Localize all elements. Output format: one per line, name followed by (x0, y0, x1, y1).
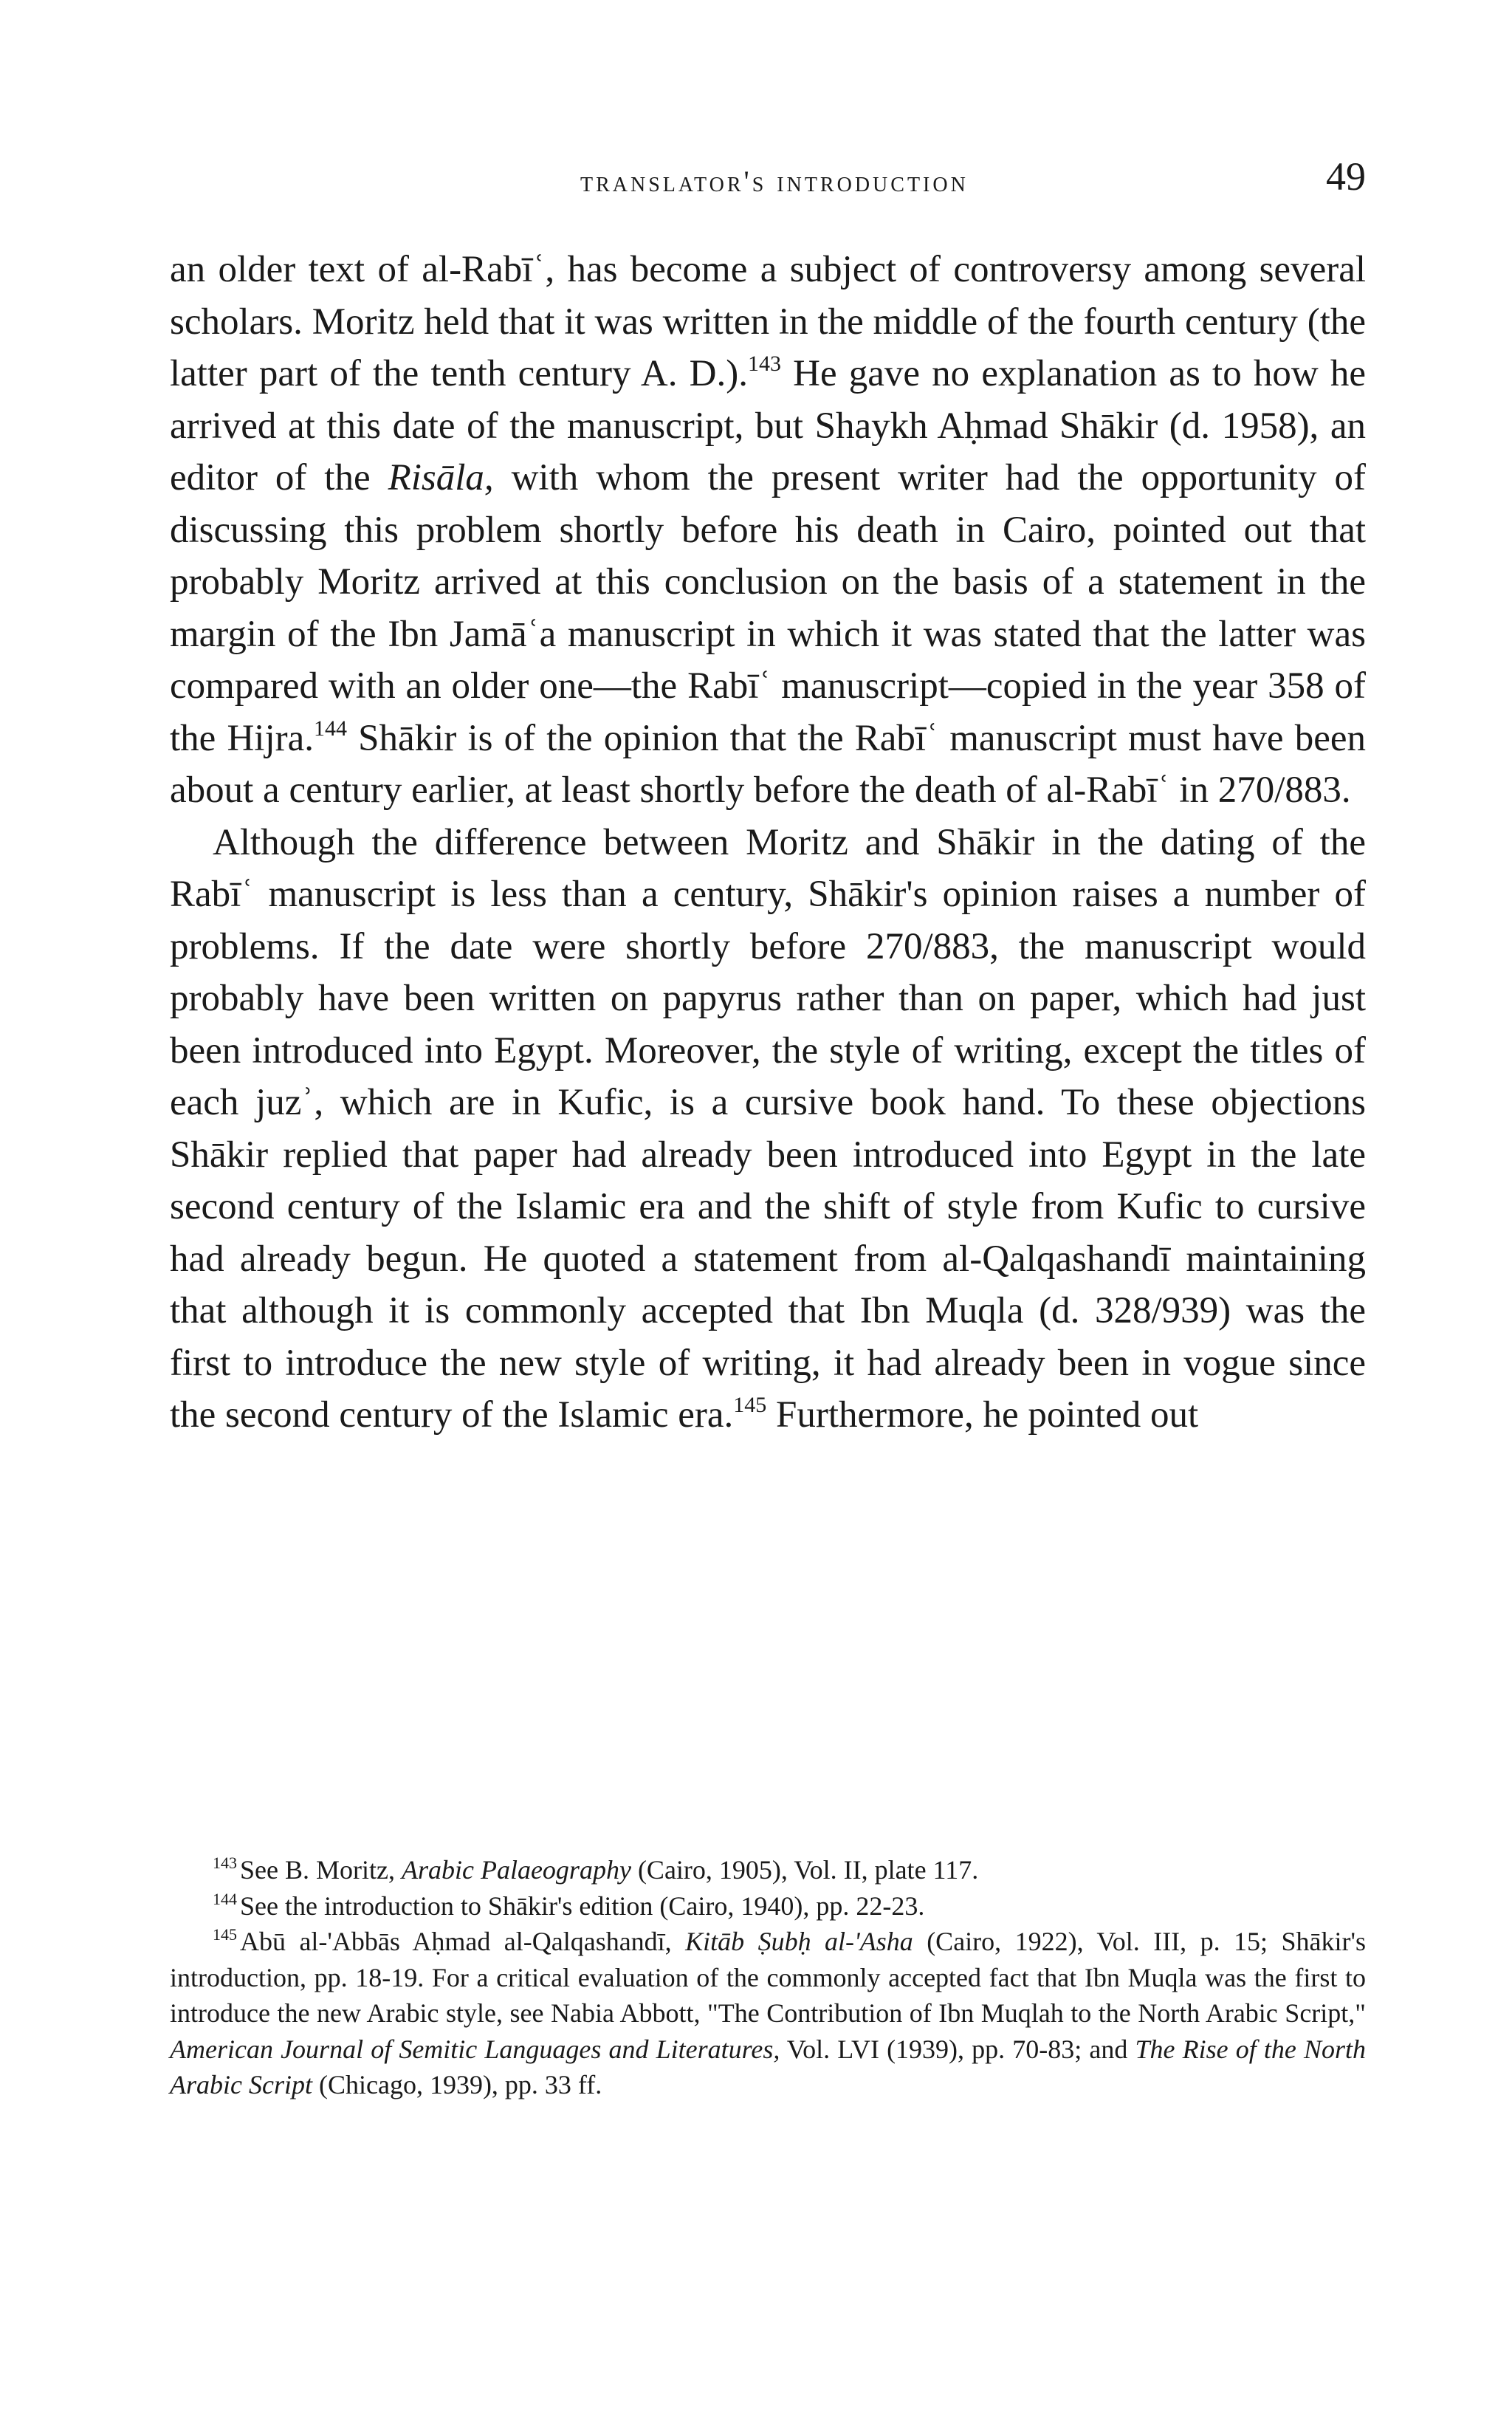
p2-text-a: Although the difference between Moritz and Shākir in the dating of the Rabīʿ manuscript is less than a century, Shākir's opinion raises a number of problems. If the date were shortly before 270/883, the manuscript would probably have been written on papyrus rather than on paper, which had just been introduced into Egypt. Moreover, the style of writing, except the titles of each juzʾ, which are in Kufic, is a cursive book hand. To these objections Shākir replied that paper had already been introduced into Egypt in the late second century of the Islamic era and the shift of style from Kufic to cursive had already begun. He quoted a statement from al-Qalqashandī maintaining that although it is commonly accepted that Ibn Muqla (d. 328/939) was the first to introduce the new style of writing, it had already been in vogue since the second century of the Islamic era. (170, 821, 1366, 1436)
running-title: translator's introduction (580, 165, 969, 198)
footnote-ref-143: 143 (747, 352, 781, 376)
footnote-text: (Chicago, 1939), pp. 33 ff. (312, 2070, 602, 2099)
paragraph-1 (170, 244, 1366, 817)
footnote-text: (Cairo, 1905), Vol. II, plate 117. (630, 1855, 979, 1885)
footnote-text: Abū al-'Abbās Aḥmad al-Qalqashandī, (240, 1927, 686, 1956)
footnote-143 (170, 1852, 1366, 1888)
footnote-145 (170, 1924, 1366, 2103)
footnote-text: See B. Moritz, (240, 1855, 402, 1885)
risala-title: Risāla, (388, 457, 494, 498)
footnote-number: 145 (213, 1925, 237, 1944)
p2-text-b: Furthermore, he pointed out (766, 1394, 1199, 1436)
footnotes (170, 1852, 1366, 2103)
cited-title: Arabic Palaeography (401, 1855, 631, 1885)
page-number: 49 (1326, 154, 1366, 199)
paragraph-2 (170, 817, 1366, 1441)
footnote-144 (170, 1888, 1366, 1924)
main-text (170, 244, 1366, 1441)
footnote-text: Vol. LVI (1939), pp. 70-83; and (780, 2034, 1135, 2064)
cited-title: The Rise of the North Arabic Script (170, 2034, 1366, 2099)
p1-text-c: with whom the present writer had the opportunity of discussing this problem shortly before his death in Cairo, pointed out that probably Moritz arrived at this conclusion on the basis of a statement in the margin of the Ibn Jamāʿa manuscript in which it was stated that the latter was compared with an older one—the Rabīʿ manuscript—copied in the year 358 of the Hijra. (170, 457, 1367, 759)
cited-title: Kitāb Ṣubḥ al-'Asha (685, 1927, 913, 1956)
p1-text-d: Shākir is of the opinion that the Rabīʿ manuscript must have been about a century earlier, at least shortly before the death of al-Rabīʿ in 270/883. (170, 717, 1366, 811)
running-head (580, 154, 1366, 205)
footnote-ref-145: 145 (733, 1393, 767, 1417)
cited-title: American Journal of Semitic Languages and Literatures, (170, 2034, 780, 2064)
p1-text-b: He gave no explanation as to how he arrived at this date of the manuscript, but Shaykh Aḥmad Shākir (d. 1958), an editor of the (170, 353, 1367, 498)
footnote-text: (Cairo, 1922), Vol. III, p. 15; Shākir's introduction, pp. 18-19. For a critical evaluation of the commonly accepted fact that Ibn Muqla was the first to introduce the new Arabic style, see Nabia Abbott, "The Contribution of Ibn Muqlah to the North Arabic Script," (170, 1927, 1366, 2028)
footnote-ref-144: 144 (314, 716, 347, 741)
p1-text-a: an older text of al-Rabīʿ, has become a subject of controversy among several scholars. Moritz held that it was written in the middle of the fourth century (the latter part of the tenth century A. D.). (170, 249, 1366, 394)
footnote-number: 144 (213, 1889, 237, 1908)
footnote-number: 143 (213, 1854, 237, 1872)
footnote-text: See the introduction to Shākir's edition (Cairo, 1940), pp. 22-23. (240, 1890, 925, 1921)
